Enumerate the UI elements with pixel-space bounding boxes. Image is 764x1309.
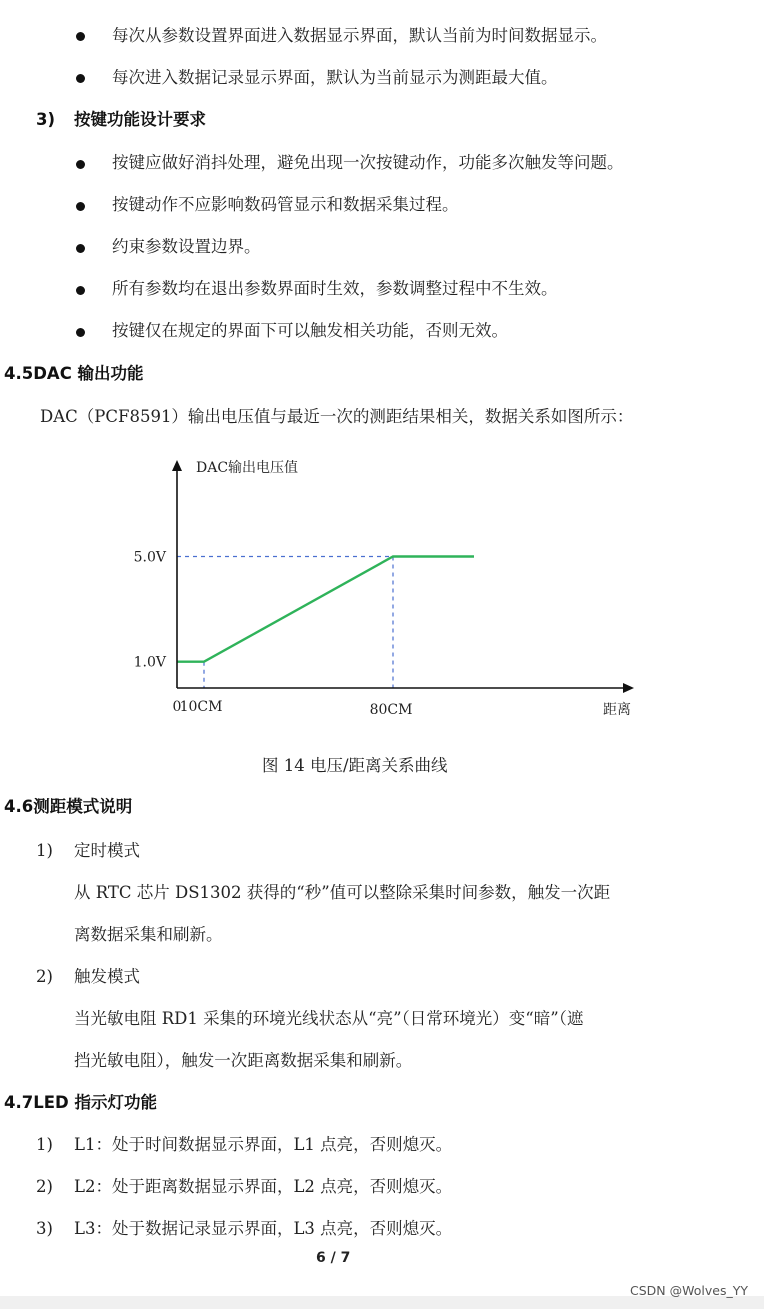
section-heading-dac: 4.5DAC 输出功能 (4, 364, 144, 383)
mode-text: 离数据采集和刷新。 (74, 925, 223, 944)
watermark: CSDN @Wolves_YY (630, 1283, 748, 1298)
section-number: 3) (36, 110, 56, 129)
bullet-text: 每次进入数据记录显示界面，默认为当前显示为测距最大值。 (112, 68, 558, 87)
bullet-dot (76, 328, 85, 337)
dac-description: DAC（PCF8591）输出电压值与最近一次的测距结果相关，数据关系如图所示： (40, 407, 634, 426)
mode-number: 2) (36, 967, 53, 986)
mode-text: 从 RTC 芯片 DS1302 获得的“秒”值可以整除采集时间参数，触发一次距 (74, 883, 611, 902)
led-item-number: 3) (36, 1219, 53, 1238)
y-tick-label-1v: 1.0V (133, 654, 166, 671)
bullet-dot (76, 202, 85, 211)
bullet-text: 约束参数设置边界。 (112, 237, 261, 256)
mode-title: 触发模式 (74, 967, 140, 986)
y-axis-arrow (172, 460, 182, 471)
led-item-number: 1) (36, 1135, 53, 1154)
series-line (177, 557, 474, 662)
x-axis-arrow (623, 683, 634, 693)
bullet-text: 所有参数均在退出参数界面时生效，参数调整过程中不生效。 (112, 279, 558, 298)
mode-title: 定时模式 (74, 841, 140, 860)
bullet-text: 按键仅在规定的界面下可以触发相关功能，否则无效。 (112, 321, 508, 340)
figure-caption: 图 14 电压/距离关系曲线 (262, 756, 448, 775)
mode-number: 1) (36, 841, 53, 860)
voltage-distance-chart (0, 450, 764, 750)
led-item-text: L1：处于时间数据显示界面，L1 点亮，否则熄灭。 (74, 1135, 453, 1154)
bullet-text: 每次从参数设置界面进入数据显示界面，默认当前为时间数据显示。 (112, 26, 607, 45)
section-heading-ranging: 4.6测距模式说明 (4, 797, 133, 816)
led-item-number: 2) (36, 1177, 53, 1196)
x-tick-label-10cm: 10CM (179, 699, 223, 715)
x-axis-label: 距离 (603, 702, 631, 718)
bullet-text: 按键应做好消抖处理，避免出现一次按键动作，功能多次触发等问题。 (112, 153, 624, 172)
y-axis-label: DAC输出电压值 (196, 460, 299, 476)
mode-text: 挡光敏电阻），触发一次距离数据采集和刷新。 (74, 1051, 413, 1070)
x-tick-label-80cm: 80CM (369, 702, 413, 718)
y-tick-label-5v: 5.0V (133, 549, 166, 566)
bullet-text: 按键动作不应影响数码管显示和数据采集过程。 (112, 195, 459, 214)
led-item-text: L3：处于数据记录显示界面，L3 点亮，否则熄灭。 (74, 1219, 453, 1238)
bullet-dot (76, 32, 85, 41)
led-item-text: L2：处于距离数据显示界面，L2 点亮，否则熄灭。 (74, 1177, 453, 1196)
bullet-dot (76, 160, 85, 169)
section-title: 按键功能设计要求 (74, 110, 206, 129)
page-number: 6 / 7 (316, 1250, 351, 1266)
bullet-dot (76, 286, 85, 295)
origin-label: 0 (172, 699, 182, 715)
section-heading-led: 4.7LED 指示灯功能 (4, 1093, 157, 1112)
bullet-dot (76, 74, 85, 83)
mode-text: 当光敏电阻 RD1 采集的环境光线状态从“亮”（日常环境光）变“暗”（遮 (74, 1009, 584, 1028)
bullet-dot (76, 244, 85, 253)
